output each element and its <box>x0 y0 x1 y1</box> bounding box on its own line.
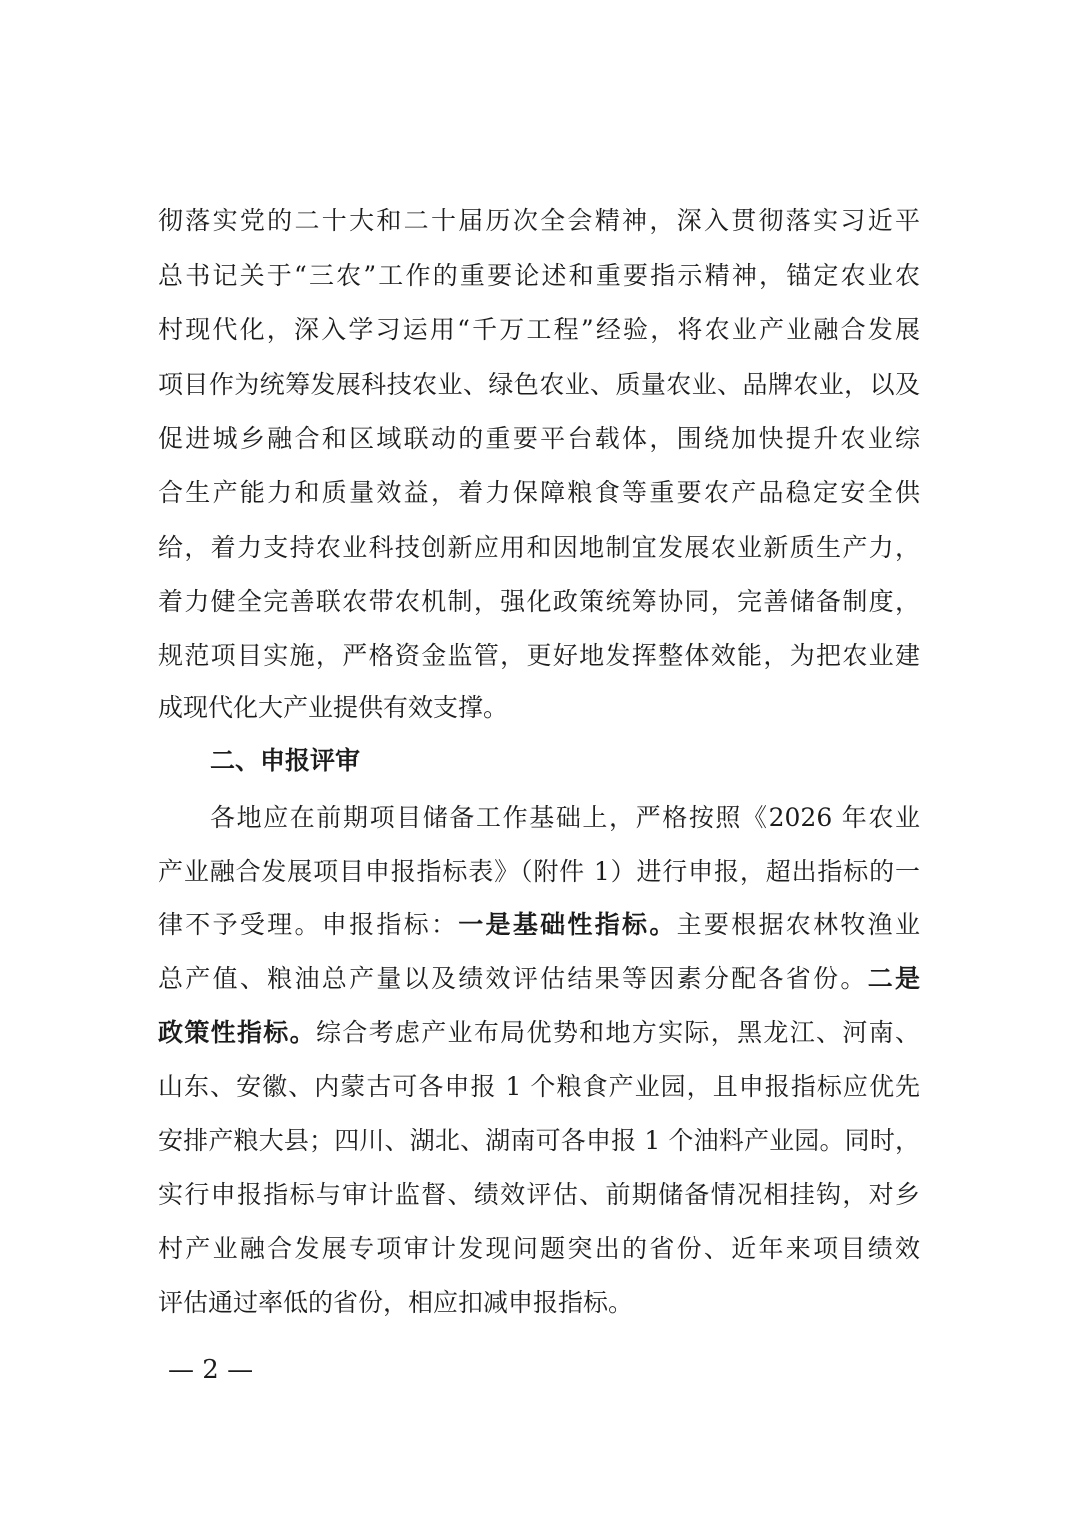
bold-text-run: 二是 <box>867 964 920 993</box>
text-run: 综合考虑产业布局优势和地方实际，黑龙江、河南、 <box>315 1018 920 1047</box>
paragraph-line: 给，着力支持农业科技创新应用和因地制宜发展农业新质生产力， <box>158 533 920 562</box>
text-run: 主要根据农林牧渔业 <box>676 910 920 939</box>
paragraph-line: 各地应在前期项目储备工作基础上，严格按照《2026 年农业 <box>210 803 920 832</box>
paragraph-line: 村现代化，深入学习运用“千万工程”经验，将农业产业融合发展 <box>158 315 920 344</box>
page-number: — 2 — <box>168 1355 254 1385</box>
paragraph-line: 评估通过率低的省份，相应扣减申报指标。 <box>158 1288 634 1317</box>
paragraph-line <box>158 959 920 999</box>
paragraph-line: 规范项目实施，严格资金监管，更好地发挥整体效能，为把农业建 <box>158 641 920 670</box>
paragraph-line <box>158 1013 920 1053</box>
paragraph-line: 总书记关于“三农”工作的重要论述和重要指示精神，锚定农业农 <box>158 261 920 290</box>
bold-text-run: 一是基础性指标。 <box>458 910 677 939</box>
paragraph-line: 合生产能力和质量效益，着力保障粮食等重要农产品稳定安全供 <box>158 478 920 507</box>
paragraph-line: 项目作为统筹发展科技农业、绿色农业、质量农业、品牌农业，以及 <box>158 370 920 399</box>
section-heading: 二、申报评审 <box>210 746 361 775</box>
paragraph-line: 着力健全完善联农带农机制，强化政策统筹协同，完善储备制度， <box>158 587 920 616</box>
paragraph-line: 彻落实党的二十大和二十届历次全会精神，深入贯彻落实习近平 <box>158 206 920 235</box>
paragraph-line: 成现代化大产业提供有效支撑。 <box>158 693 509 722</box>
paragraph-line: 村产业融合发展专项审计发现问题突出的省份、近年来项目绩效 <box>158 1234 920 1263</box>
paragraph-line: 促进城乡融合和区域联动的重要平台载体，围绕加快提升农业综 <box>158 424 920 453</box>
text-run: 律不予受理。申报指标： <box>158 910 459 939</box>
paragraph-line <box>158 905 920 945</box>
text-run: 总产值、粮油总产量以及绩效评估结果等因素分配各省份。 <box>158 964 868 993</box>
bold-text-run: 政策性指标。 <box>158 1018 316 1047</box>
paragraph-line: 实行申报指标与审计监督、绩效评估、前期储备情况相挂钩，对乡 <box>158 1180 920 1209</box>
paragraph-line: 产业融合发展项目申报指标表》（附件 1）进行申报，超出指标的一 <box>158 857 920 886</box>
paragraph-line: 山东、安徽、内蒙古可各申报 1 个粮食产业园，且申报指标应优先 <box>158 1072 920 1101</box>
paragraph-line: 安排产粮大县；四川、湖北、湖南可各申报 1 个油料产业园。同时， <box>158 1126 920 1155</box>
